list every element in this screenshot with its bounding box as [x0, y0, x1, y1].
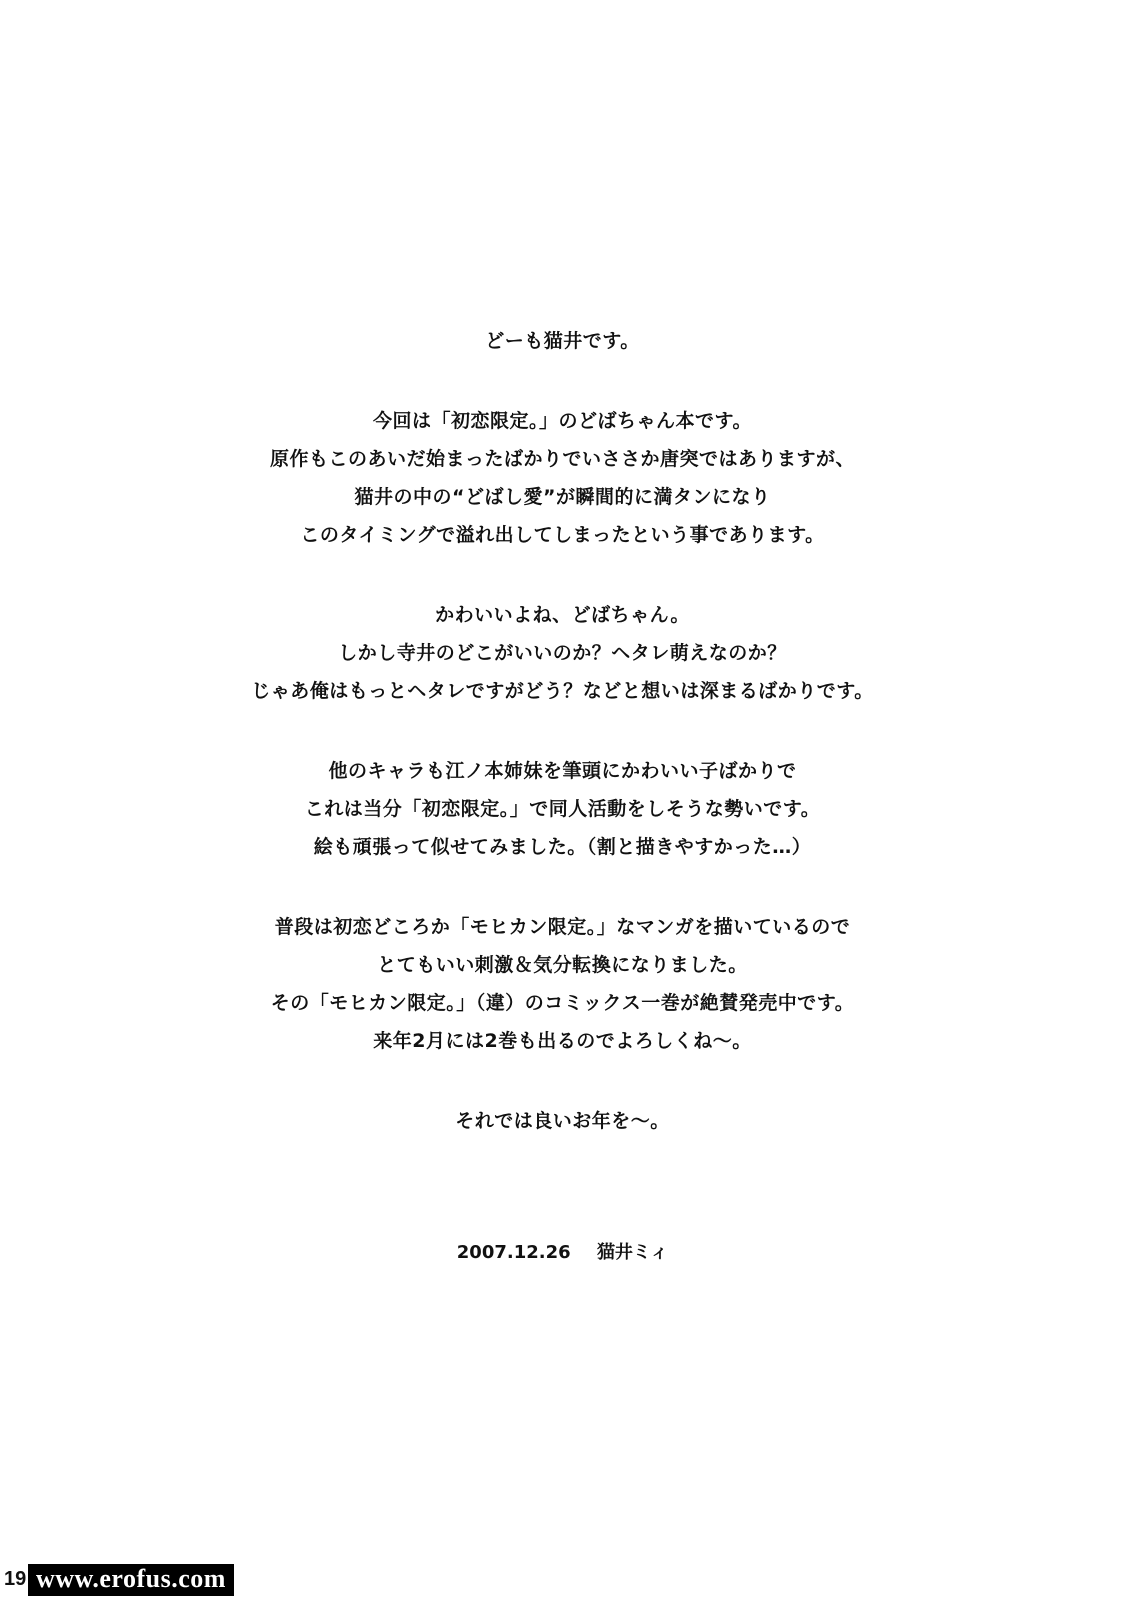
- text-line: 絵も頑張って似せてみました。（割と描きやすかった…）: [313, 836, 812, 858]
- text-line: このタイミングで溢れ出してしまったという事であります。: [300, 524, 825, 546]
- afterword-text: [0, 322, 1125, 1140]
- text-line: 原作もこのあいだ始まったばかりでいささか唐突ではありますが、: [269, 448, 855, 470]
- page-number: 19: [4, 1568, 27, 1590]
- text-line: これは当分「初恋限定。」で同人活動をしそうな勢いです。: [304, 798, 821, 820]
- text-line: しかし寺井のどこがいいのか？ヘタレ萌えなのか？: [338, 642, 787, 664]
- paragraph-gap: [0, 1060, 1125, 1102]
- paragraph-gap: [0, 866, 1125, 908]
- text-line: かわいいよね、どばちゃん。: [435, 604, 690, 626]
- text-line: それでは良いお年を～。: [455, 1110, 670, 1132]
- signature-author: 猫井ミィ: [596, 1242, 669, 1263]
- text-line: とてもいい刺激＆気分転換になりました。: [377, 954, 748, 976]
- paragraph-gap: [0, 710, 1125, 752]
- text-line: じゃあ俺はもっとヘタレですがどう？などと想いは深まるばかりです。: [251, 680, 874, 702]
- paragraph-gap: [0, 554, 1125, 596]
- text-line: 猫井の中の“どばし愛”が瞬間的に満タンになり: [354, 486, 771, 508]
- text-line: 今回は「初恋限定。」のどばちゃん本です。: [373, 410, 752, 432]
- text-line: 来年2月には2巻も出るのでよろしくね～。: [373, 1030, 752, 1052]
- text-line: どーも猫井です。: [485, 330, 640, 352]
- signature-date: 2007.12.26: [456, 1242, 571, 1263]
- signature: [0, 1238, 1125, 1264]
- watermark-link[interactable]: www.erofus.com: [28, 1564, 234, 1596]
- text-line: その「モヒカン限定。」（違）のコミックス一巻が絶賛発売中です。: [270, 992, 855, 1014]
- text-line: 普段は初恋どころか「モヒカン限定。」なマンガを描いているので: [274, 916, 851, 938]
- text-line: 他のキャラも江ノ本姉妹を筆頭にかわいい子ばかりで: [328, 760, 797, 782]
- paragraph-gap: [0, 360, 1125, 402]
